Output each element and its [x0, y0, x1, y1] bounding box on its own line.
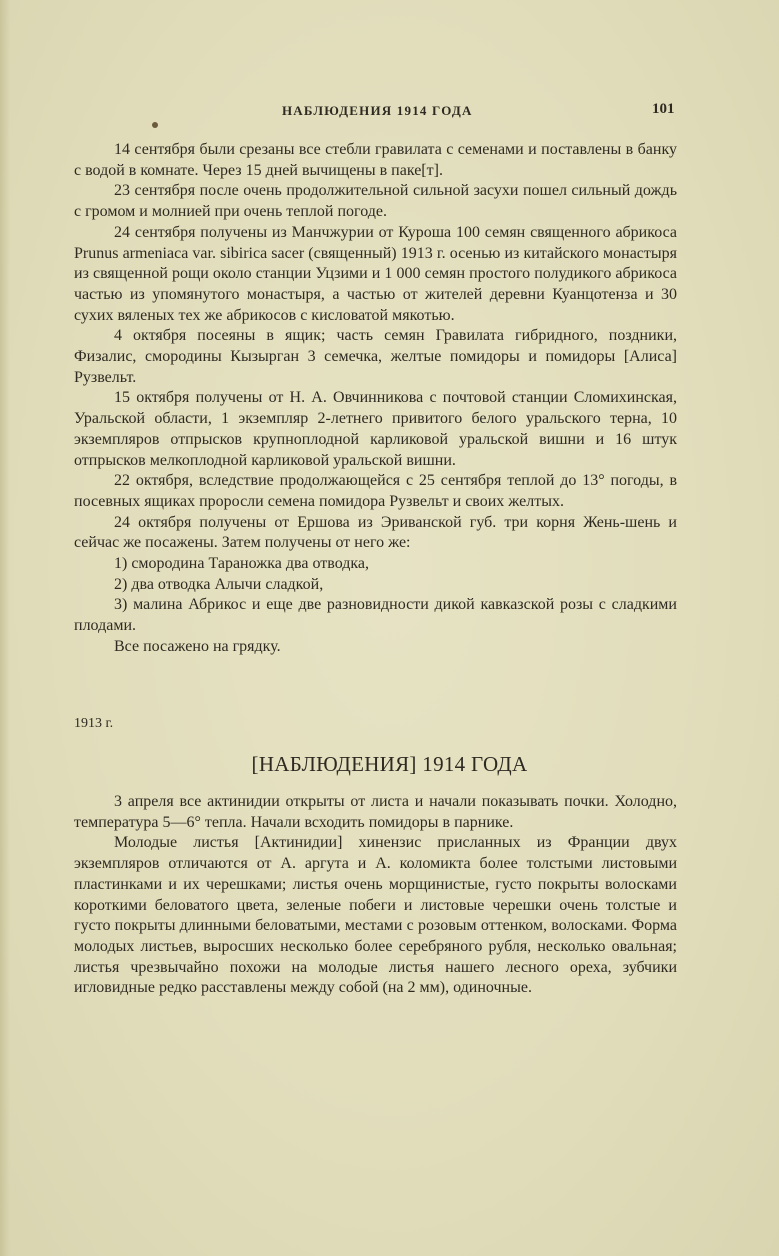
- page-number: 101: [652, 101, 675, 117]
- paragraph: 24 сентября получены из Манчжурии от Куроша 100 семян священного абрикоса Prunus armeniaca var. sibirica sacer (священный) 1913 г. осенью из китайского монастыря из священной рощи около станции Уцзими и 1 000 семян простого полудикого абрикоса частью из упомянутого монастыря, а частью от жителей деревни Куанцотенза и 30 сухих вяленых тех же абрикосов с кисловатой мякотью.: [74, 223, 677, 324]
- paragraph: 15 октября получены от Н. А. Овчинникова с почтовой станции Сломихинская, Уральской области, 1 экземпляр 2-летнего привитого белого уральского терна, 10 экземпляров отпрысков крупноплодной карликовой уральской вишни и 16 штук отпрысков мелкоплодной карликовой уральской вишни.: [74, 389, 677, 469]
- paragraph: 3 апреля все актинидии открыты от листа и начали показывать почки. Холодно, температура 5—6° тепла. Начали всходить помидоры в парнике.: [74, 793, 677, 831]
- paragraph: 4 октября посеяны в ящик; часть семян Гравилата гибридного, поздники, Физалис, смородины Кызырган 3 семечка, желтые помидоры и помидоры [Алиса] Рузвельт.: [74, 327, 677, 386]
- page-edge-shadow: [0, 0, 10, 1256]
- entries-1914: [74, 792, 677, 999]
- running-title: НАБЛЮДЕНИЯ 1914 ГОДА: [282, 103, 473, 118]
- paragraph: 24 октября получены от Ершова из Эриванской губ. три корня Жень-шень и сейчас же посажены. Затем получены от него же:: [74, 513, 677, 552]
- list-item: 1) смородина Тараножка два отводка,: [114, 555, 370, 573]
- year-mark: 1913 г.: [74, 716, 114, 731]
- paragraph: 22 октября, вследствие продолжающейся с 25 сентября теплой до 13° погоды, в посевных ящиках проросли семена помидора Рузвельт и своих желтых.: [74, 472, 677, 510]
- running-head: [0, 103, 779, 123]
- section-title: [НАБЛЮДЕНИЯ] 1914 ГОДА: [251, 752, 528, 776]
- paragraph: 23 сентября после очень продолжительной сильной засухи пошел сильный дождь с громом и молнией при очень теплой погоде.: [74, 182, 677, 221]
- received-list: [74, 554, 677, 637]
- closing-line: Все посажено на грядку.: [114, 637, 281, 655]
- entries-1913: [74, 140, 677, 658]
- paragraph: Молодые листья [Актинидии] хинензис присланных из Франции двух экземпляров отличаются от А. аргута и А. коломикта более толстыми листовыми пластинками и их черешками; листья очень морщинистые, густо покрыты волосками короткими беловатого цвета, зеленые побеги и листовые черешки очень толстые и густо покрыты длинными беловатыми, местами с розовым оттенком, волосками. Форма молодых листьев, выросших несколько более серебряного рубля, несколько овальная; листья чрезвычайно похожи на молодые листья нашего лесного ореха, зубчики игловидные редко расставлены между собой (на 2 мм), одиночные.: [74, 834, 677, 997]
- paragraph: 14 сентября были срезаны все стебли гравилата с семенами и поставлены в банку с водой в комнате. Через 15 дней вычищены в паке[т].: [74, 141, 677, 179]
- list-item: 2) два отводка Алычи сладкой,: [114, 575, 324, 593]
- list-item: 3) малина Абрикос и еще две разновидности дикой кавказской розы с сладкими плодами.: [74, 596, 677, 635]
- ink-spot: [152, 122, 158, 128]
